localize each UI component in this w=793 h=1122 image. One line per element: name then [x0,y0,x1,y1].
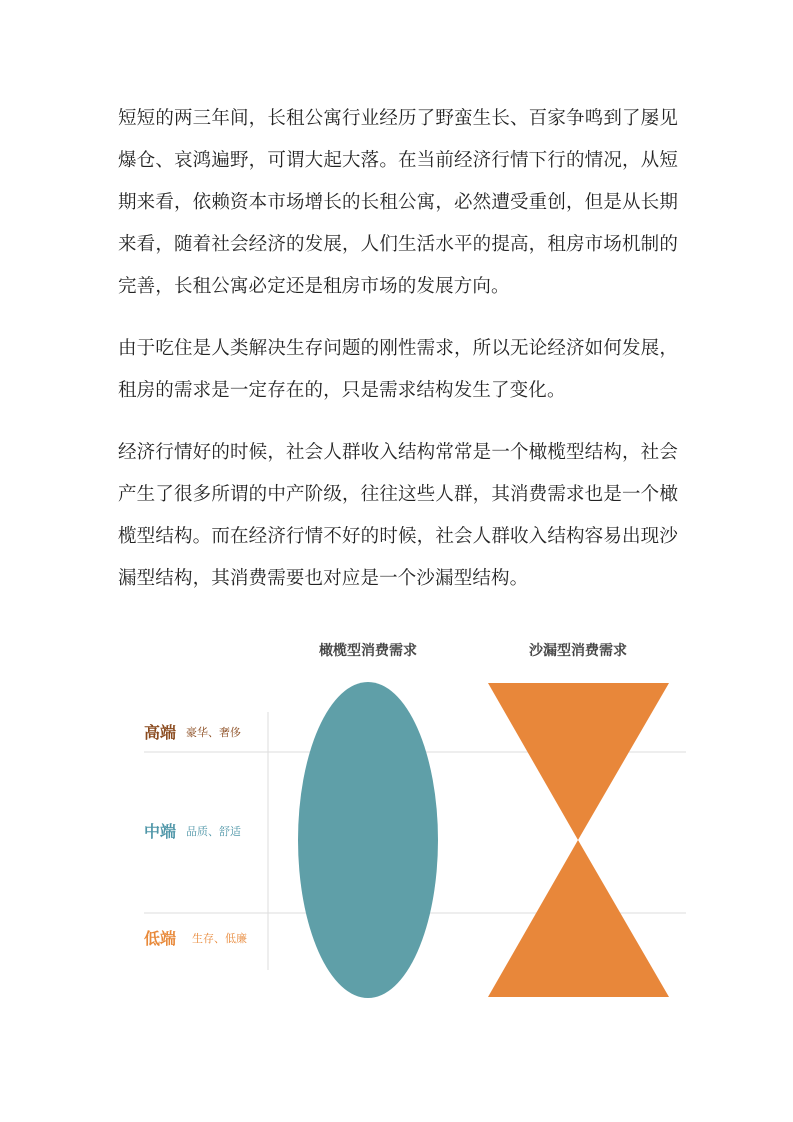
tier-low-desc: 生存、低廉 [192,931,248,945]
hourglass-bottom-triangle [488,840,669,997]
paragraph-1: 短短的两三年间，长租公寓行业经历了野蛮生长、百家争鸣到了屡见爆仓、哀鸿遍野，可谓大起大落。在当前经济行情下行的情况，从短期来看，依赖资本市场增长的长租公寓，必然遭受重创，但是从长期来看，随着社会经济的发展，人们生活水平的提高，租房市场机制的完善，长租公寓必定还是租房市场的发展方向。 [118,108,678,297]
tier-mid-desc: 品质、舒适 [186,824,242,838]
hourglass-top-triangle [488,683,669,840]
consumption-structure-figure [130,630,690,1010]
tier-low-name: 低端 [144,929,177,948]
paragraph-2: 由于吃住是人类解决生存问题的刚性需求，所以无论经济如何发展，租房的需求是一定存在的，只是需求结构发生了变化。 [118,338,678,401]
tier-mid-name: 中端 [144,822,177,841]
olive-title: 橄榄型消费需求 [319,643,417,659]
tier-low [144,926,247,949]
tier-high-name: 高端 [144,723,177,742]
hourglass-title: 沙漏型消费需求 [529,643,627,659]
olive-shape [298,682,438,998]
tier-high [144,720,241,743]
paragraph-3: 经济行情好的时候，社会人群收入结构常常是一个橄榄型结构，社会产生了很多所谓的中产阶级，往往这些人群，其消费需求也是一个橄榄型结构。而在经济行情不好的时候，社会人群收入结构容易出现沙漏型结构，其消费需要也对应是一个沙漏型结构。 [118,442,678,589]
tier-high-desc: 豪华、奢侈 [186,725,242,739]
article-body [118,98,678,620]
tier-mid [144,819,241,842]
